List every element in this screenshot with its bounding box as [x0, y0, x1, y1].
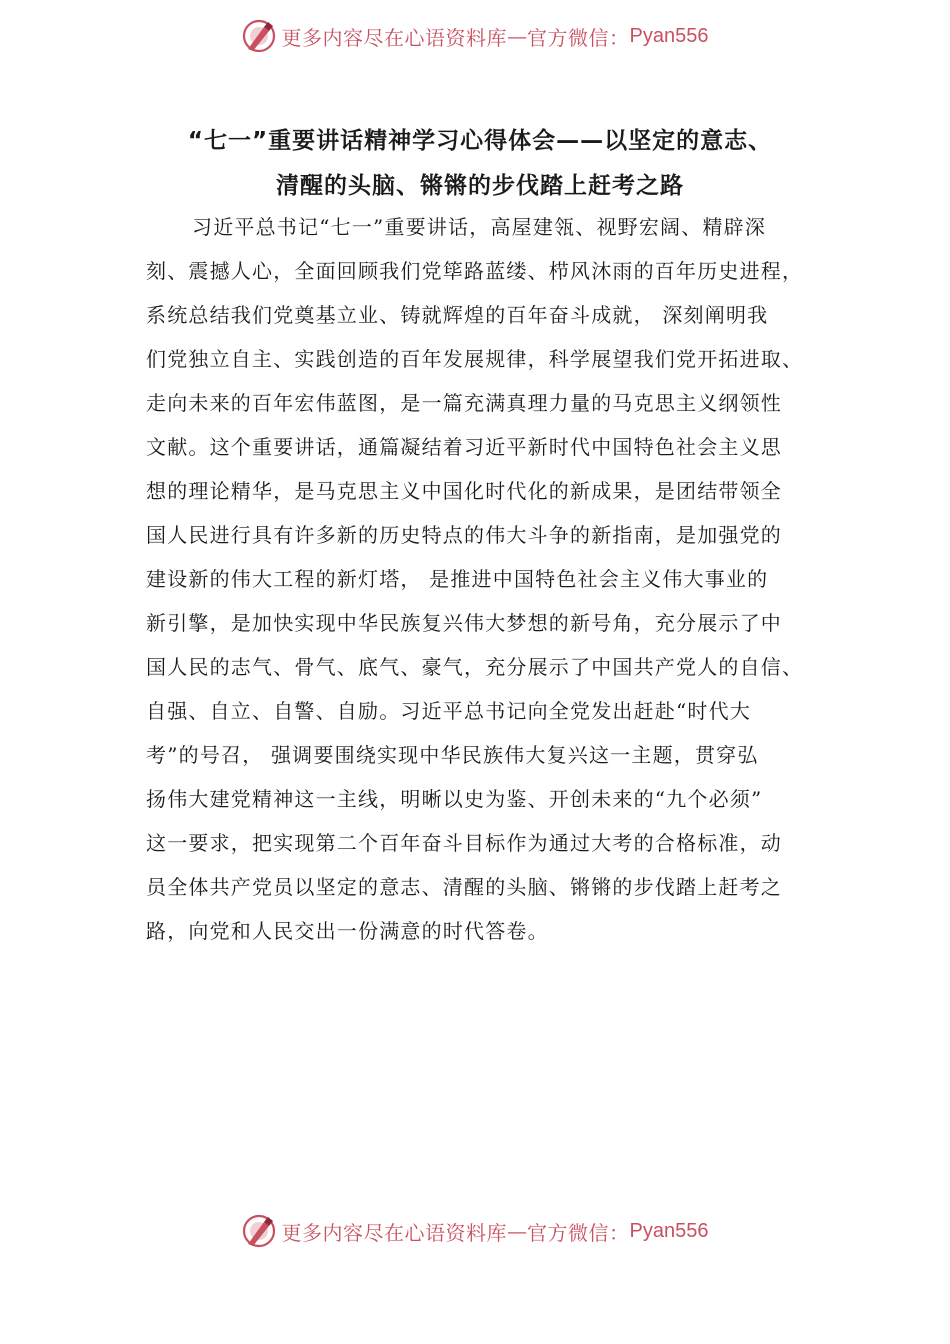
document-title-line-2: 清醒的头脑、锵锵的步伐踏上赶考之路	[276, 173, 684, 199]
pen-logo-icon	[242, 19, 276, 53]
banner-text: 更多内容尽在心语资料库	[281, 1220, 508, 1245]
banner-wechat-id: Pyan556	[629, 24, 709, 47]
body-line: 刻、震撼人心，全面回顾我们党筚路蓝缕、栉风沐雨的百年历史进程，	[146, 259, 804, 283]
body-line: 国人民进行具有许多新的历史特点的伟大斗争的新指南，是加强党的	[146, 523, 782, 547]
pen-logo-icon	[242, 1214, 276, 1248]
body-line: 新引擎，是加快实现中华民族复兴伟大梦想的新号角，充分展示了中	[146, 611, 782, 635]
body-line: 扬伟大建党精神这一主线，明晰以史为鉴、开创未来的“九个必须”	[146, 787, 763, 811]
banner-wechat-id: Pyan556	[629, 1219, 709, 1242]
body-line: 员全体共产党员以坚定的意志、清醒的头脑、锵锵的步伐踏上赶考之	[146, 875, 782, 899]
banner-separator: —	[507, 1219, 528, 1243]
body-line: 考”的号召， 强调要围绕实现中华民族伟大复兴这一主题，贯穿弘	[146, 743, 759, 767]
banner-suffix: 官方微信：	[527, 25, 630, 50]
banner-separator: —	[507, 24, 528, 48]
body-line: 走向未来的百年宏伟蓝图，是一篇充满真理力量的马克思主义纲领性	[146, 391, 782, 415]
document-body	[146, 205, 836, 953]
header-watermark-banner	[0, 16, 950, 56]
body-line: 国人民的志气、骨气、底气、豪气，充分展示了中国共产党人的自信、	[146, 655, 804, 679]
footer-watermark-banner	[0, 1211, 950, 1251]
body-line: 自强、自立、自警、自励。习近平总书记向全党发出赶赴“时代大	[146, 699, 752, 723]
document-title-line-1: “七一”重要讲话精神学习心得体会——以坚定的意志、	[187, 128, 773, 154]
body-line: 习近平总书记“七一”重要讲话，高屋建瓴、视野宏阔、精辟深	[192, 215, 767, 239]
body-line: 们党独立自主、实践创造的百年发展规律，科学展望我们党开拓进取、	[146, 347, 804, 371]
body-line: 路，向党和人民交出一份满意的时代答卷。	[146, 919, 549, 943]
body-line: 文献。这个重要讲话，通篇凝结着习近平新时代中国特色社会主义思	[146, 435, 782, 459]
banner-text: 更多内容尽在心语资料库	[281, 25, 508, 50]
body-line: 系统总结我们党奠基立业、铸就辉煌的百年奋斗成就， 深刻阐明我	[146, 303, 769, 327]
body-line: 想的理论精华，是马克思主义中国化时代化的新成果，是团结带领全	[146, 479, 782, 503]
body-line: 这一要求，把实现第二个百年奋斗目标作为通过大考的合格标准，动	[146, 831, 782, 855]
body-line: 建设新的伟大工程的新灯塔， 是推进中国特色社会主义伟大事业的	[146, 567, 769, 591]
banner-suffix: 官方微信：	[527, 1220, 630, 1245]
